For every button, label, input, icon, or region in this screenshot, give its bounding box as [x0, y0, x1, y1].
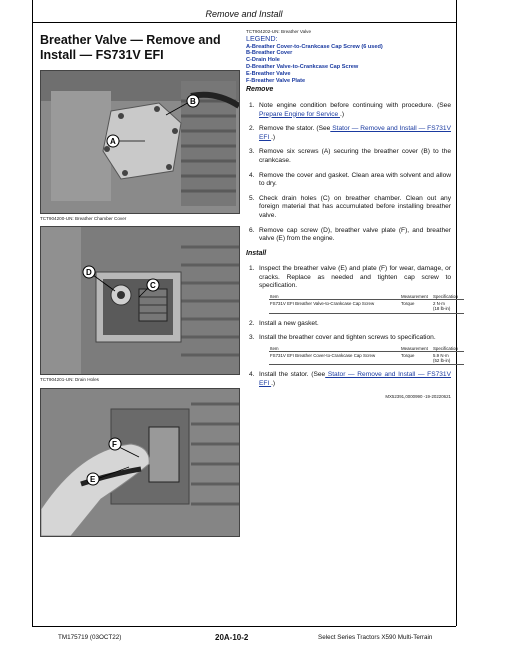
install-step: 4. Install the stator. (See Stator — Remove and Install — FS731V EFI .)	[249, 371, 451, 388]
footer-divider	[32, 626, 456, 627]
install-step: 2. Install a new gasket.	[249, 319, 319, 327]
figure-caption: TCT904200-UN: Breather Chamber Cover	[40, 216, 127, 221]
legend-figure-id: TCT904202-UN: Breather Valve	[246, 29, 312, 34]
link-stator-remove-install[interactable]: Stator — Remove and Install — FS731V EFI	[259, 125, 451, 141]
remove-step: 5. Check drain holes (C) on breather chamber. Clean out any foreign material that has accumulated before installing breather valve.	[249, 194, 451, 219]
link-stator-remove-install[interactable]: Stator — Remove and Install — FS731V EFI	[259, 371, 451, 388]
spec-table-cover-screw: Item Measurement Specification FS731V EFI Breather Cover-to-Crankcase Cap Screw Torque 5.9 N·m (52 lb-in)	[269, 346, 464, 366]
header-divider	[32, 22, 456, 23]
svg-text:C: C	[150, 281, 156, 290]
reference-id: MX52391,0000990 -19-20220621	[385, 393, 451, 399]
install-step: 1. Inspect the breather valve (E) and plate (F) for wear, damage, or cracks. Replace as needed and tighten cap screw to specification. Item Measurement Specification FS731V EFI Breather Valve-to-Crankcase Cap Screw Torque 2 N·m (18 lb-in)	[246, 265, 451, 313]
remove-step: 1. Note engine condition before continuing with procedure. (See Prepare Engine for Service .)	[249, 101, 451, 118]
figure-drain-holes	[40, 226, 240, 375]
page-title: Breather Valve — Remove and Install — FS731V EFI	[40, 33, 221, 62]
remove-step: 2. Remove the stator. (See Stator — Remove and Install — FS731V EFI .)	[249, 125, 451, 141]
spec-table-valve-screw: Item Measurement Specification FS731V EFI Breather Valve-to-Crankcase Cap Screw Torque 2 N·m (18 lb-in)	[269, 294, 464, 314]
footer-manual-id: TM175719 (03OCT22)	[58, 634, 122, 641]
legend-item: C-Drain Hole	[246, 57, 280, 64]
svg-text:A: A	[110, 137, 116, 146]
svg-text:E: E	[90, 475, 96, 484]
remove-step: 6. Remove cap screw (D), breather valve plate (F), and breather valve (E) from the engine.	[249, 226, 451, 243]
legend-item: F-Breather Valve Plate	[246, 77, 306, 84]
legend-item: B-Breather Cover	[246, 50, 293, 57]
figure-breather-valve	[40, 388, 240, 537]
svg-text:F: F	[112, 440, 117, 449]
install-heading: Install	[246, 249, 267, 257]
header-section-title: Remove and Install	[205, 9, 283, 19]
figure-breather-chamber-cover	[40, 70, 240, 214]
footer-product: Select Series Tractors X590 Multi-Terrain	[318, 634, 433, 641]
legend-heading: LEGEND:	[246, 34, 278, 43]
legend-item: E-Breather Valve	[246, 70, 291, 77]
remove-heading: Remove	[246, 86, 274, 94]
legend-item: D-Breather Valve-to-Crankcase Cap Screw	[246, 63, 359, 70]
remove-step: 4. Remove the cover and gasket. Clean area with solvent and allow to dry.	[249, 171, 451, 188]
footer-page-number: 20A-10-2	[215, 633, 249, 642]
legend-item: A-Breather Cover-to-Crankcase Cap Screw (6 used)	[246, 43, 383, 50]
svg-text:B: B	[190, 97, 196, 106]
install-steps	[246, 265, 458, 388]
link-prepare-engine[interactable]: Prepare Engine for Service	[259, 110, 340, 118]
figure-caption: TCT904201-UN: Drain Holes	[40, 377, 99, 382]
install-step: 3. Install the breather cover and tighten screws to specification. Item Measurement Specification FS731V EFI Breather Cover-to-Crankcase Cap Screw Torque 5.9 N·m (52 lb-in)	[246, 334, 451, 365]
procedure-column	[246, 29, 458, 401]
remove-steps	[246, 102, 451, 244]
remove-step: 3. Remove six screws (A) securing the breather cover (B) to the crankcase.	[249, 148, 451, 164]
svg-text:D: D	[86, 268, 92, 277]
